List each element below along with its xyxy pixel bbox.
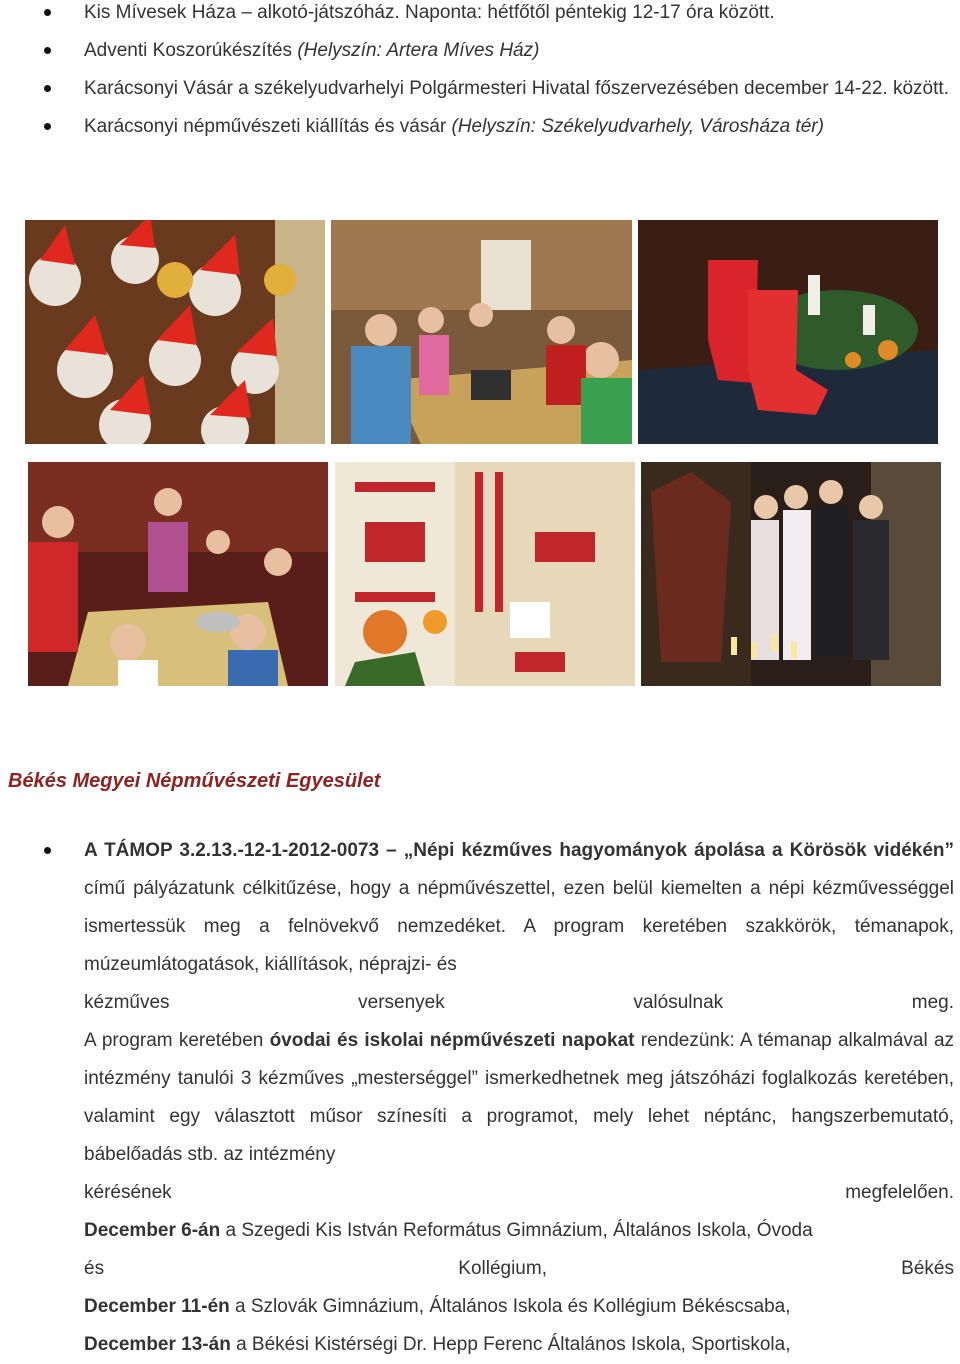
date-entry: December 13-án a Békési Kistérségi Dr. Hepp Ferenc Általános Iskola, Sportiskola, bbox=[84, 1334, 791, 1355]
photo-children-performance bbox=[641, 462, 941, 686]
justified-line: kézműves versenyek valósulnak meg. bbox=[84, 992, 954, 1013]
project-list bbox=[0, 832, 960, 1364]
photo-advent-wreath bbox=[638, 220, 938, 444]
event-list bbox=[0, 0, 960, 146]
date-entry: December 6-án a Szegedi Kis István Református Gimnázium, Általános Iskola, Óvoda bbox=[84, 1220, 813, 1241]
event-item: Adventi Koszorúkészítés (Helyszín: Artera Míves Ház) bbox=[0, 32, 960, 70]
section-title: Békés Megyei Népművészeti Egyesület bbox=[8, 770, 381, 792]
event-item: Karácsonyi népművészeti kiállítás és vásár (Helyszín: Székelyudvarhely, Városháza tér) bbox=[0, 108, 960, 146]
date-entry: December 11-én a Szlovák Gimnázium, Általános Iskola és Kollégium Békéscsaba, bbox=[84, 1296, 791, 1317]
event-item: Kis Mívesek Háza – alkotó-játszóház. Naponta: hétfőtől péntekig 12-17 óra között. bbox=[0, 0, 960, 32]
photo-embroidery-display bbox=[335, 462, 635, 686]
photo-craft-group bbox=[331, 220, 632, 444]
justified-line: és Kollégium, Békés bbox=[84, 1258, 954, 1279]
photo-children-crafting bbox=[28, 462, 328, 686]
project-description: A TÁMOP 3.2.13.-12-1-2012-0073 – „Népi kézműves hagyományok ápolása a Körösök vidékén” című pályázatunk célkitűzése, hogy a népművészettel, ezen belül kiemelten a népi kézművességgel ismertessük meg a felnövekvő nemzedéket. A program keretében szakkörök, témanapok, múzeumlátogatások, kiállítások, néprajzi- és kézműves versenyek valósulnak meg. A program keretében óvodai és iskolai népművészeti napokat rendezünk: A témanap alkalmával az intézmény tanulói 3 kézműves „mesterséggel” ismerkedhetnek meg játszóházi foglalkozás keretében, valamint egy választott műsor színesíti a programot, mely lehet néptánc, hangszerbemutató, bábelőadás stb. az intézmény kérésének megfelelően. December 6-án a Szegedi Kis István Református Gimnázium, Általános Iskola, Óvoda és Kollégium, Békés December 11-én a Szlovák Gimnázium, Általános Iskola és Kollégium Békéscsaba, December 13-án a Békési Kistérségi Dr. Hepp Ferenc Általános Iskola, Sportiskola, bbox=[0, 832, 960, 1364]
event-item: Karácsonyi Vásár a székelyudvarhelyi Polgármesteri Hivatal főszervezésében december 14-22. között. bbox=[0, 70, 960, 108]
photo-santa-dolls bbox=[25, 220, 325, 444]
justified-line: kérésének megfelelően. bbox=[84, 1182, 954, 1203]
